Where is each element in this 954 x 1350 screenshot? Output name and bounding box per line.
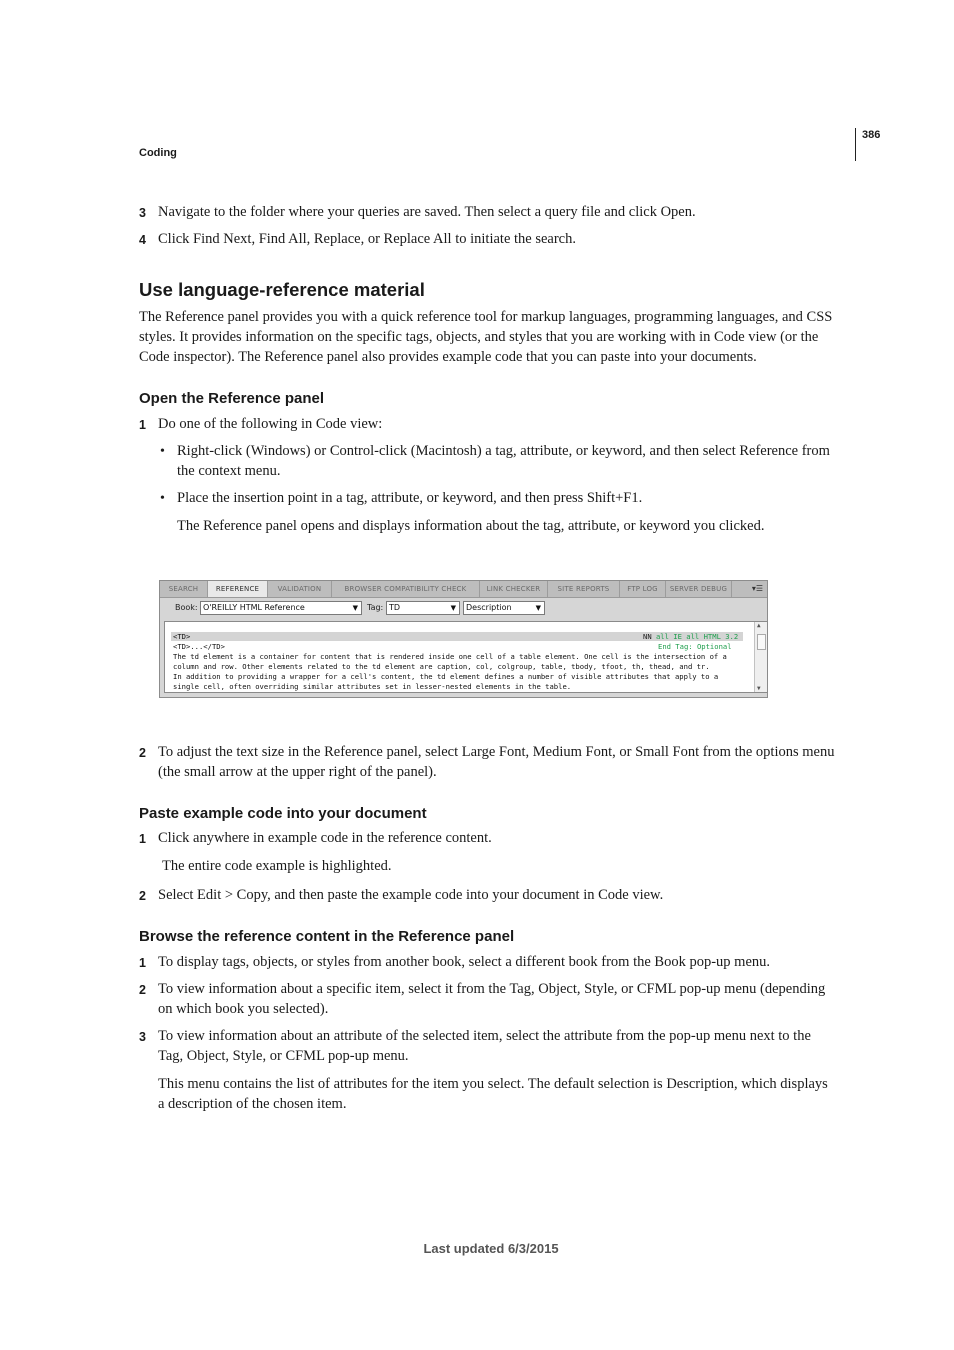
step-number: 2 [139, 889, 146, 903]
tag-syntax: <TD>...</TD> [173, 642, 225, 651]
step-text: Tag, Object, Style, or CFML pop-up menu. [158, 1048, 409, 1064]
step-text: Navigate to the folder where your queries are saved. Then select a query file and click Open. [158, 204, 696, 220]
page-number: 386 [862, 129, 881, 141]
description-line: single cell, often overriding similar attributes set in lesser-nested elements in the table. [173, 682, 572, 691]
compat-values: all IE all HTML 3.2 [655, 632, 739, 641]
step-number: 1 [139, 956, 146, 970]
intro-line: The Reference panel provides you with a quick reference tool for markup languages, programming languages, and CSS [139, 309, 833, 325]
tab-browser-compatibility-check[interactable]: BROWSER COMPATIBILITY CHECK [332, 581, 480, 597]
tag-select-value: TD [389, 603, 401, 612]
subsection-title: Browse the reference content in the Reference panel [139, 928, 515, 945]
attribute-select[interactable] [463, 601, 545, 615]
step-text: Click Find Next, Find All, Replace, or Replace All to initiate the search. [158, 231, 576, 247]
scroll-up-icon[interactable]: ▲ [757, 622, 761, 629]
step-text: Select Edit > Copy, and then paste the example code into your document in Code view. [158, 887, 664, 903]
step-note: This menu contains the list of attributes for the item you select. The default selection is Description, which displays [158, 1076, 828, 1092]
running-header: Coding [139, 147, 177, 159]
bullet-marker: • [160, 491, 165, 506]
subsection-title: Open the Reference panel [139, 390, 325, 407]
step-number: 2 [139, 746, 146, 760]
tab-server-debug[interactable]: SERVER DEBUG [666, 581, 732, 597]
bullet-text: Right-click (Windows) or Control-click (Macintosh) a tag, attribute, or keyword, and then select Reference from [177, 443, 830, 459]
bullet-text: Place the insertion point in a tag, attribute, or keyword, and then press Shift+F1. [177, 490, 643, 506]
options-menu-icon[interactable]: ▾☰ [751, 584, 763, 593]
end-tag-info: End Tag: Optional [658, 642, 732, 651]
step-number: 1 [139, 832, 146, 846]
step-text: To adjust the text size in the Reference panel, select Large Font, Medium Font, or Small Font from the options menu [158, 744, 835, 760]
chevron-down-icon: ▼ [535, 604, 541, 612]
bullet-text: the context menu. [177, 463, 281, 479]
tab-ftp-log[interactable]: FTP LOG [620, 581, 666, 597]
scroll-down-icon[interactable]: ▼ [757, 685, 761, 692]
chevron-down-icon: ▼ [352, 604, 358, 612]
step-note: The Reference panel opens and displays information about the tag, attribute, or keyword you clicked. [177, 518, 765, 534]
panel-tab-bar [160, 581, 767, 598]
bullet-marker: • [160, 444, 165, 459]
vertical-scrollbar[interactable] [754, 622, 767, 692]
tab-site-reports[interactable]: SITE REPORTS [548, 581, 620, 597]
header-rule [855, 128, 856, 161]
scroll-thumb[interactable] [757, 634, 766, 650]
description-line: The td element is a container for content that is rendered inside one cell of a table element. One cell is the intersection of a [173, 652, 727, 661]
book-label: Book: [175, 603, 198, 612]
step-number: 2 [139, 983, 146, 997]
step-note: a description of the chosen item. [158, 1096, 347, 1112]
tag-heading: <TD> [173, 632, 191, 641]
step-number: 1 [139, 418, 146, 432]
description-line: column and row. Other elements related to the td element are caption, col, colgroup, table, tbody, tfoot, th, thead, and tr. [173, 662, 710, 671]
step-number: 4 [139, 233, 146, 247]
tab-search[interactable]: SEARCH [160, 581, 208, 597]
book-select[interactable] [200, 601, 362, 615]
footer-last-updated: Last updated 6/3/2015 [423, 1241, 559, 1256]
book-select-value: O'REILLY HTML Reference [203, 603, 305, 612]
step-text: To view information about an attribute of the selected item, select the attribute from the pop-up menu next to the [158, 1028, 811, 1044]
step-text: Do one of the following in Code view: [158, 416, 383, 432]
step-number: 3 [139, 206, 146, 220]
section-title: Use language-reference material [139, 279, 425, 300]
step-text: on which book you selected). [158, 1001, 329, 1017]
step-text: To view information about a specific item, select it from the Tag, Object, Style, or CFML pop-up menu (depending [158, 981, 826, 997]
tab-reference[interactable]: REFERENCE [208, 581, 268, 597]
step-text: To display tags, objects, or styles from another book, select a different book from the Book pop-up menu. [158, 954, 771, 970]
tag-select[interactable] [386, 601, 460, 615]
intro-line: styles. It provides information on the specific tags, objects, and styles that you are working with in Code view (or the [139, 329, 819, 345]
compat-prefix: NN [643, 632, 652, 641]
tag-label: Tag: [367, 603, 384, 612]
step-text: Click anywhere in example code in the reference content. [158, 830, 492, 846]
tab-link-checker[interactable]: LINK CHECKER [480, 581, 548, 597]
step-number: 3 [139, 1030, 146, 1044]
reference-content[interactable] [164, 621, 768, 693]
compat-info [643, 632, 738, 641]
panel-toolbar [160, 598, 767, 618]
tab-validation[interactable]: VALIDATION [268, 581, 332, 597]
subsection-title: Paste example code into your document [139, 805, 427, 822]
chevron-down-icon: ▼ [450, 604, 456, 612]
step-note: The entire code example is highlighted. [162, 858, 392, 874]
step-text: (the small arrow at the upper right of the panel). [158, 764, 437, 780]
attribute-select-value: Description [466, 603, 512, 612]
description-line: In addition to providing a wrapper for a cell's content, the td element defines a number of visible attributes that apply to a [173, 672, 719, 681]
intro-line: Code inspector). The Reference panel also provides example code that you can paste into your documents. [139, 349, 757, 365]
reference-panel-screenshot [159, 580, 768, 698]
